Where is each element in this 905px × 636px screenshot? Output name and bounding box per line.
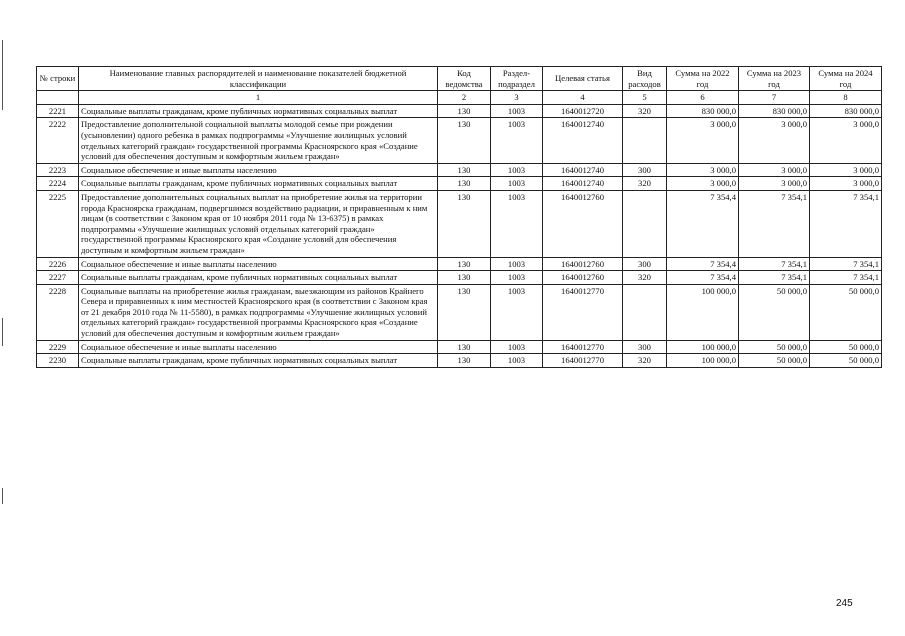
cell-sum-2022: 7 354,4 <box>667 190 739 257</box>
cell-target: 1640012740 <box>543 163 623 177</box>
cell-expense-type: 320 <box>623 354 667 368</box>
budget-table <box>36 66 882 368</box>
cell-sum-2024: 50 000,0 <box>810 340 882 354</box>
cell-name: Социальное обеспечение и иные выплаты населению <box>79 163 438 177</box>
table-row <box>37 118 882 163</box>
cell-target: 1640012760 <box>543 190 623 257</box>
cell-sum-2022: 100 000,0 <box>667 354 739 368</box>
cell-sum-2023: 3 000,0 <box>739 177 810 191</box>
cell-section: 1003 <box>491 177 543 191</box>
cell-sum-2023: 3 000,0 <box>739 163 810 177</box>
cell-name: Социальные выплаты гражданам, кроме публичных нормативных социальных выплат <box>79 271 438 285</box>
cell-sum-2023: 7 354,1 <box>739 257 810 271</box>
cell-target: 1640012740 <box>543 177 623 191</box>
cell-target: 1640012760 <box>543 257 623 271</box>
column-number: 4 <box>543 91 623 105</box>
header-expense-type: Вид расходов <box>623 67 667 91</box>
header-sum-2022: Сумма на 2022 год <box>667 67 739 91</box>
cell-name: Социальное обеспечение и иные выплаты населению <box>79 257 438 271</box>
column-number: 5 <box>623 91 667 105</box>
cell-sum-2024: 3 000,0 <box>810 118 882 163</box>
cell-row-number: 2223 <box>37 163 79 177</box>
cell-dept-code: 130 <box>438 257 491 271</box>
column-number: 8 <box>810 91 882 105</box>
cell-row-number: 2227 <box>37 271 79 285</box>
cell-sum-2024: 7 354,1 <box>810 271 882 285</box>
cell-sum-2024: 7 354,1 <box>810 257 882 271</box>
table-row <box>37 190 882 257</box>
cell-sum-2022: 3 000,0 <box>667 163 739 177</box>
header-dept-code: Код ведомства <box>438 67 491 91</box>
header-target: Целевая статья <box>543 67 623 91</box>
cell-section: 1003 <box>491 163 543 177</box>
cell-row-number: 2224 <box>37 177 79 191</box>
header-row-number: № строки <box>37 67 79 91</box>
table-row <box>37 340 882 354</box>
cell-target: 1640012740 <box>543 118 623 163</box>
header-name: Наименование главных распорядителей и наименование показателей бюджетной классификации <box>79 67 438 91</box>
cell-section: 1003 <box>491 284 543 340</box>
table-row <box>37 177 882 191</box>
column-number: 7 <box>739 91 810 105</box>
cell-sum-2022: 3 000,0 <box>667 177 739 191</box>
page-number: 245 <box>836 598 853 609</box>
cell-sum-2023: 50 000,0 <box>739 340 810 354</box>
cell-sum-2023: 3 000,0 <box>739 118 810 163</box>
cell-name: Социальные выплаты гражданам, кроме публичных нормативных социальных выплат <box>79 354 438 368</box>
header-section: Раздел-подраздел <box>491 67 543 91</box>
cell-section: 1003 <box>491 340 543 354</box>
cell-expense-type: 300 <box>623 340 667 354</box>
cell-dept-code: 130 <box>438 340 491 354</box>
cell-sum-2023: 830 000,0 <box>739 104 810 118</box>
table-row <box>37 257 882 271</box>
cell-dept-code: 130 <box>438 118 491 163</box>
table-row <box>37 284 882 340</box>
cell-target: 1640012760 <box>543 271 623 285</box>
table-row <box>37 271 882 285</box>
cell-dept-code: 130 <box>438 271 491 285</box>
cell-sum-2022: 100 000,0 <box>667 340 739 354</box>
cell-dept-code: 130 <box>438 190 491 257</box>
cell-row-number: 2230 <box>37 354 79 368</box>
cell-name: Социальные выплаты на приобретение жилья гражданам, выезжающим из районов Крайнего Севера и приравненных к ним местностей Красноярского края (в соответствии с Законом края от 21 декабря 2010 года № 11-5580), в рамках подпрограммы «Улучшение жилищных условий отдельных категорий граждан» государственной программы Красноярского края «Создание условий для обеспечения доступным и комфортным жильем граждан» <box>79 284 438 340</box>
table-header-row <box>37 67 882 91</box>
column-number <box>37 91 79 105</box>
table-row <box>37 354 882 368</box>
cell-row-number: 2221 <box>37 104 79 118</box>
cell-name: Социальное обеспечение и иные выплаты населению <box>79 340 438 354</box>
scan-edge-mark <box>2 40 3 110</box>
column-number-row <box>37 91 882 105</box>
cell-expense-type: 320 <box>623 177 667 191</box>
cell-section: 1003 <box>491 271 543 285</box>
cell-dept-code: 130 <box>438 354 491 368</box>
cell-expense-type: 300 <box>623 257 667 271</box>
cell-sum-2022: 7 354,4 <box>667 257 739 271</box>
cell-section: 1003 <box>491 190 543 257</box>
column-number: 2 <box>438 91 491 105</box>
cell-dept-code: 130 <box>438 104 491 118</box>
cell-sum-2022: 100 000,0 <box>667 284 739 340</box>
cell-sum-2022: 830 000,0 <box>667 104 739 118</box>
cell-sum-2022: 7 354,4 <box>667 271 739 285</box>
cell-target: 1640012720 <box>543 104 623 118</box>
cell-name: Социальные выплаты гражданам, кроме публичных нормативных социальных выплат <box>79 104 438 118</box>
cell-expense-type: 320 <box>623 271 667 285</box>
cell-expense-type <box>623 284 667 340</box>
cell-sum-2024: 7 354,1 <box>810 190 882 257</box>
cell-sum-2023: 7 354,1 <box>739 271 810 285</box>
cell-dept-code: 130 <box>438 177 491 191</box>
cell-name: Социальные выплаты гражданам, кроме публичных нормативных социальных выплат <box>79 177 438 191</box>
cell-expense-type: 300 <box>623 163 667 177</box>
scan-edge-mark <box>2 488 3 504</box>
cell-row-number: 2228 <box>37 284 79 340</box>
cell-expense-type <box>623 190 667 257</box>
cell-sum-2023: 50 000,0 <box>739 284 810 340</box>
cell-sum-2024: 3 000,0 <box>810 177 882 191</box>
table-body <box>37 104 882 367</box>
cell-row-number: 2225 <box>37 190 79 257</box>
cell-sum-2024: 3 000,0 <box>810 163 882 177</box>
cell-dept-code: 130 <box>438 284 491 340</box>
scan-edge-mark <box>2 318 3 346</box>
column-number: 3 <box>491 91 543 105</box>
cell-section: 1003 <box>491 118 543 163</box>
table-row <box>37 163 882 177</box>
cell-sum-2023: 7 354,1 <box>739 190 810 257</box>
header-sum-2024: Сумма на 2024 год <box>810 67 882 91</box>
cell-sum-2024: 50 000,0 <box>810 284 882 340</box>
cell-name: Предоставление дополнительной социальной выплаты молодой семье при рождении (усыновлении) одного ребенка в рамках подпрограммы «Улучшение жилищных условий отдельных категорий граждан» государственной программы Красноярского края «Создание условий для обеспечения доступным и комфортным жильем граждан» <box>79 118 438 163</box>
cell-expense-type: 320 <box>623 104 667 118</box>
header-sum-2023: Сумма на 2023 год <box>739 67 810 91</box>
cell-name: Предоставление дополнительных социальных выплат на приобретение жилья на территории города Красноярска гражданам, подвергшимся воздействию радиации, и приравненным к ним лицам (в соответствии с Законом края от 10 ноября 2011 года № 13-6375) в рамках подпрограммы «Улучшение жилищных условий отдельных категорий граждан» государственной программы Красноярского края «Создание условий для обеспечения доступным и комфортным жильем граждан» <box>79 190 438 257</box>
cell-sum-2024: 50 000,0 <box>810 354 882 368</box>
cell-sum-2022: 3 000,0 <box>667 118 739 163</box>
cell-target: 1640012770 <box>543 354 623 368</box>
column-number: 6 <box>667 91 739 105</box>
cell-row-number: 2229 <box>37 340 79 354</box>
column-number: 1 <box>79 91 438 105</box>
cell-section: 1003 <box>491 104 543 118</box>
cell-sum-2024: 830 000,0 <box>810 104 882 118</box>
cell-row-number: 2226 <box>37 257 79 271</box>
cell-target: 1640012770 <box>543 284 623 340</box>
cell-section: 1003 <box>491 354 543 368</box>
cell-target: 1640012770 <box>543 340 623 354</box>
cell-expense-type <box>623 118 667 163</box>
cell-row-number: 2222 <box>37 118 79 163</box>
cell-sum-2023: 50 000,0 <box>739 354 810 368</box>
table-row <box>37 104 882 118</box>
cell-dept-code: 130 <box>438 163 491 177</box>
cell-section: 1003 <box>491 257 543 271</box>
